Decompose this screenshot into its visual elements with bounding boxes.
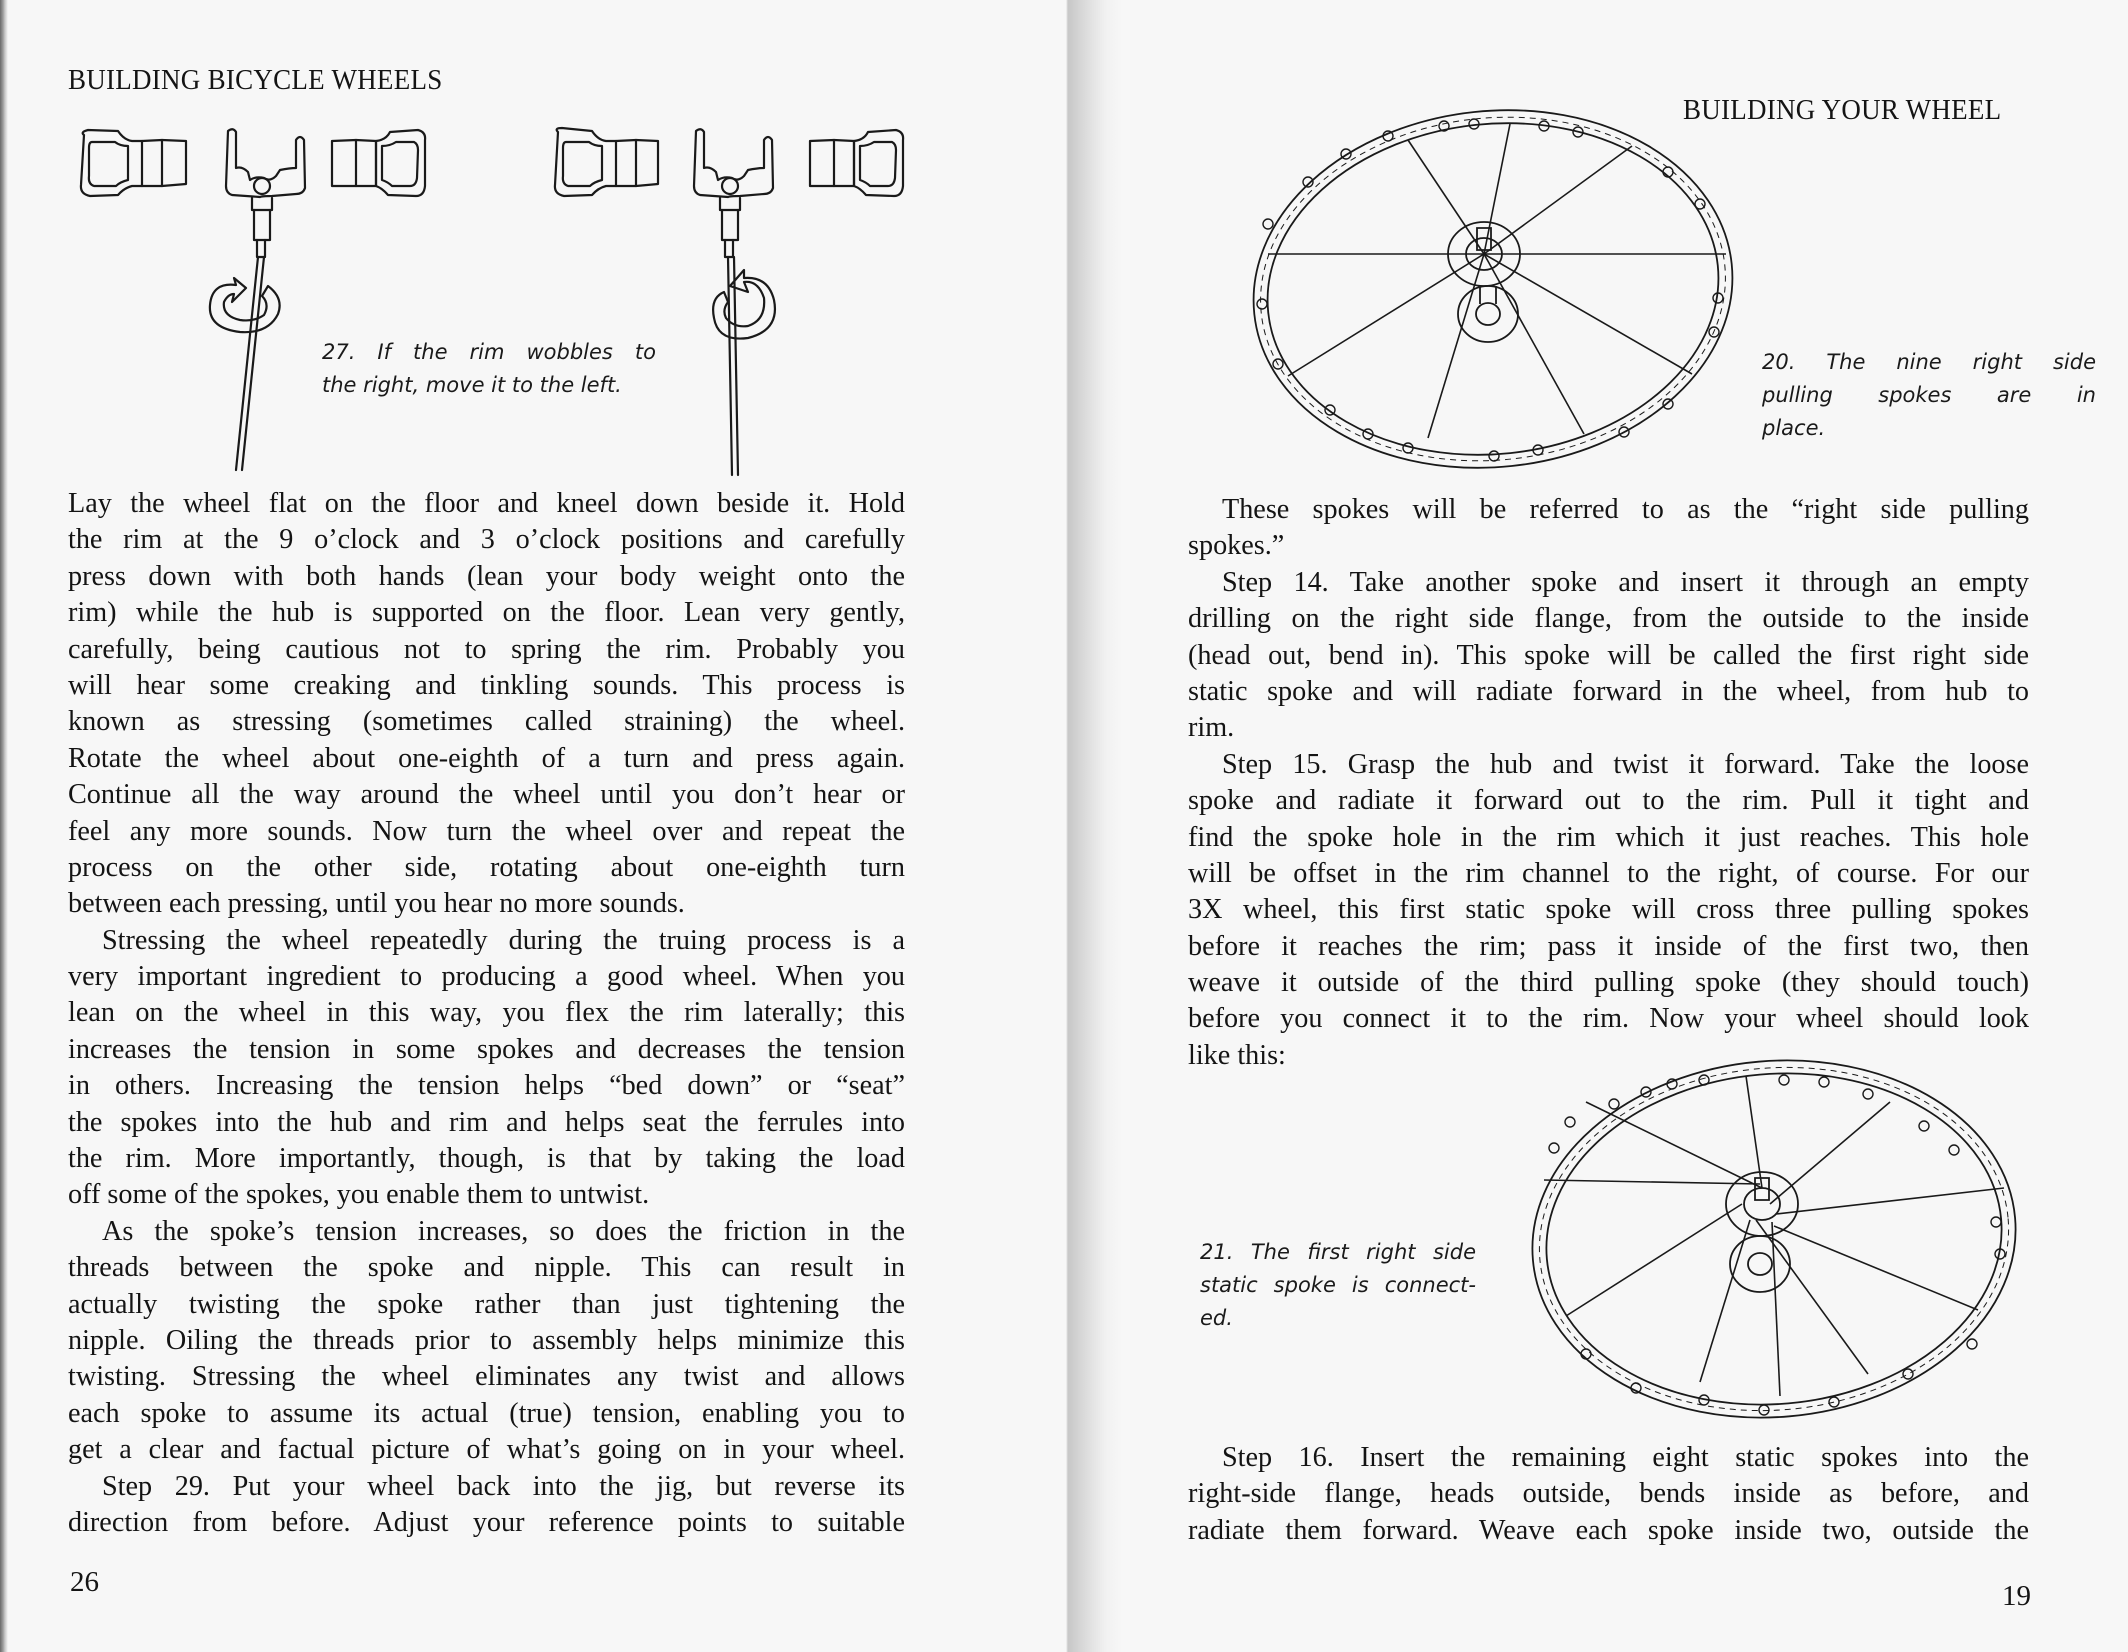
caption-line: the right, move it to the left. [322,373,622,397]
running-head-right: BUILDING YOUR WHEEL [1683,94,2002,126]
caption-line: static spoke is connect- [1200,1273,1476,1297]
text-line: (head out, bend in). This spoke will be called the first right side [1188,639,2029,671]
right-page [1066,0,2128,1652]
jig-view-left-right-rim [332,130,425,196]
text-line: press down with both hands (lean your body weight onto the [68,560,905,592]
text-line: like this: [1188,1039,1286,1071]
figure-20-caption [1762,346,2096,445]
text-line: Rotate the wheel about one-eighth of a turn and press again. [68,742,905,774]
text-line: Step 14. Take another spoke and insert it through an empty [1222,566,2029,598]
text-line: Step 15. Grasp the hub and twist it forward. Take the loose [1222,748,2029,780]
text-line: direction from before. Adjust your reference points to suitable [68,1506,905,1538]
text-line: radiate them forward. Weave each spoke inside two, outside the [1188,1514,2029,1546]
text-line: the rim at the 9 o’clock and 3 o’clock positions and carefully [68,524,905,556]
text-line: Lay the wheel flat on the floor and kneel down beside it. Hold [68,488,905,519]
right-page-body-text-top [1188,492,2029,1074]
text-line: each spoke to assume its actual (true) tension, enabling you to [68,1397,905,1429]
text-line: threads between the spoke and nipple. This can result in [68,1252,905,1284]
text-line: before you connect it to the rim. Now your wheel should look [1188,1003,2029,1035]
text-line: Stressing the wheel repeatedly during the truing process is a [102,924,905,956]
figure-21-wheel-illustration [1524,1054,2024,1424]
jig-view-right [555,128,903,475]
text-line: lean on the wheel in this way, you flex the rim laterally; this [68,997,905,1029]
text-line: feel any more sounds. Now turn the wheel over and repeat the [68,815,905,847]
text-line: known as stressing (sometimes called straining) the wheel. [68,706,905,738]
figure-20-wheel-illustration [1248,104,1738,474]
caption-line: place. [1762,416,1826,440]
caption-line: pulling spokes are in [1762,383,2096,407]
text-line: As the spoke’s tension increases, so does the friction in the [102,1215,905,1247]
caption-line: 21. The first right side [1200,1240,1476,1264]
text-line: right-side flange, heads outside, bends inside as before, and [1188,1478,2029,1510]
text-line: the spokes into the hub and rim and helps seat the ferrules into [68,1106,905,1138]
text-line: rim. [1188,712,1235,744]
text-line: process on the other side, rotating about one-eighth turn [68,851,905,883]
text-line: rim) while the hub is supported on the floor. Lean very gently, [68,597,905,629]
text-line: weave it outside of the third pulling spoke (they should touch) [1188,967,2029,999]
text-line: These spokes will be referred to as the “right side pulling [1222,494,2029,525]
text-line: will hear some creaking and tinkling sounds. This process is [68,669,905,701]
hub [1448,222,1520,342]
text-line: 3X wheel, this first static spoke will cross three pulling spokes [1188,894,2029,926]
text-line: spokes.” [1188,530,1285,562]
text-line: carefully, being cautious not to spring the rim. Probably you [68,633,905,665]
caption-line: 20. The nine right side [1762,350,2096,374]
caption-line: 27. If the rim wobbles to [322,340,656,364]
jig-view-left [81,129,305,470]
text-line: Step 29. Put your wheel back into the jig, but reverse its [102,1470,905,1502]
text-line: drilling on the right side flange, from the outside to the inside [1188,603,2029,635]
text-line: in others. Increasing the tension helps “bed down” or “seat” [68,1070,905,1102]
text-line: nipple. Oiling the threads prior to assembly helps minimize this [68,1324,905,1356]
page-number-left: 26 [70,1566,99,1598]
figure-21-caption [1200,1236,1476,1335]
text-line: off some of the spokes, you enable them to untwist. [68,1179,650,1211]
text-line: Step 16. Insert the remaining eight static spokes into the [1222,1442,2029,1473]
text-line: actually twisting the spoke rather than just tightening the [68,1288,905,1320]
text-line: static spoke and will radiate forward in the wheel, from hub to [1188,675,2029,707]
right-page-body-text-bottom [1188,1440,2029,1549]
text-line: twisting. Stressing the wheel eliminates any twist and allows [68,1361,905,1393]
text-line: very important ingredient to producing a good wheel. When you [68,961,905,993]
text-line: between each pressing, until you hear no more sounds. [68,888,685,920]
running-head-left: BUILDING BICYCLE WHEELS [68,64,443,96]
figure-27-caption [322,336,656,402]
text-line: find the spoke hole in the rim which it just reaches. This hole [1188,821,2029,853]
spokes [1268,124,1726,438]
figure-27-jig-illustration [0,0,1066,480]
text-line: get a clear and factual picture of what’s going on in your wheel. [68,1434,905,1466]
text-line: will be offset in the rim channel to the right, of course. For our [1188,857,2029,889]
text-line: Continue all the way around the wheel until you don’t hear or [68,779,905,811]
caption-line: ed. [1200,1306,1233,1330]
left-page-body-text [68,486,905,1541]
page-number-right: 19 [2002,1580,2031,1612]
text-line: increases the tension in some spokes and decreases the tension [68,1033,905,1065]
text-line: spoke and radiate it forward out to the rim. Pull it tight and [1188,785,2029,817]
text-line: before it reaches the rim; pass it inside of the first two, then [1188,930,2029,962]
spokes [1544,1076,2004,1396]
text-line: the rim. More importantly, though, is that by taking the load [68,1143,905,1175]
